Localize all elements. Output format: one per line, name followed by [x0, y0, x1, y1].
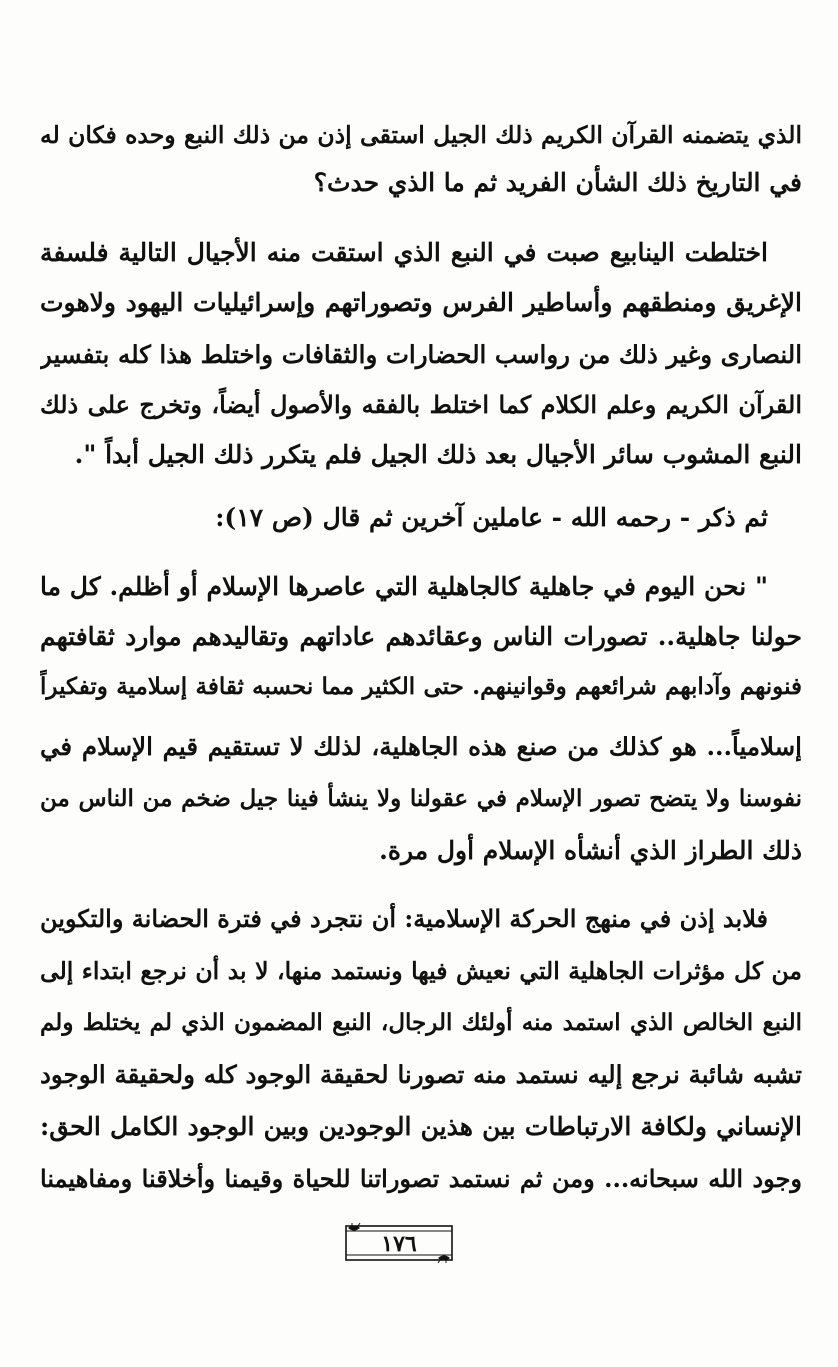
text-line: الذي يتضمنه القرآن الكريم ذلك الجيل استقى إذن من ذلك النبع وحده فكان له — [40, 121, 802, 149]
text-line: النبع الخالص الذي استمد منه أولئك الرجال، النبع المضمون الذي لم يختلط ولم — [40, 1009, 802, 1036]
text-line: فنونهم وآدابهم شرائعهم وقوانينهم. حتى الكثير مما نحسبه ثقافة إسلامية وتفكيراً — [40, 673, 802, 700]
text-line: القرآن الكريم وعلم الكلام كما اختلط بالفقه والأصول أيضاً، وتخرج على ذلك — [40, 390, 802, 419]
text-line: فلابد إذن في منهج الحركة الإسلامية: أن نتجرد في فترة الحضانة والتكوين — [40, 904, 768, 933]
text-line: من كل مؤثرات الجاهلية التي نعيش فيها ونستمد منها، لا بد أن نرجع ابتداء إلى — [40, 957, 802, 985]
text-line: تشبه شائبة نرجع إليه نستمد منه تصورنا لحقيقة الوجود كله ولحقيقة الوجود — [40, 1060, 802, 1089]
text-line: الإنساني ولكافة الارتباطات بين هذين الوجودين وبين الوجود الكامل الحق: — [40, 1112, 802, 1141]
text-line: " نحن اليوم في جاهلية كالجاهلية التي عاصرها الإسلام أو أظلم. كل ما — [40, 572, 768, 601]
body-text — [40, 0, 802, 1367]
page-number-frame — [344, 1222, 454, 1264]
text-line: النصارى وغير ذلك من رواسب الحضارات والثقافات واختلط هذا كله بتفسير — [40, 340, 802, 369]
text-line: النبع المشوب سائر الأجيال بعد ذلك الجيل فلم يتكرر ذلك الجيل أبداً ". — [74, 440, 802, 469]
text-line: ذلك الطراز الذي أنشأه الإسلام أول مرة. — [379, 836, 802, 865]
text-line: حولنا جاهلية.. تصورات الناس وعقائدهم عاداتهم وتقاليدهم موارد ثقافتهم — [40, 622, 802, 651]
text-line: إسلامياً... هو كذلك من صنع هذه الجاهلية، لذلك لا تستقيم قيم الإسلام في — [40, 732, 802, 761]
text-line: نفوسنا ولا يتضح تصور الإسلام في عقولنا ولا ينشأ فينا جيل ضخم من الناس من — [40, 785, 802, 812]
text-line: وجود الله سبحانه... ومن ثم نستمد تصوراتنا للحياة وقيمنا وأخلاقنا ومفاهيمنا — [40, 1164, 802, 1193]
text-line: ثم ذكر - رحمه الله - عاملين آخرين ثم قال (ص ١٧): — [215, 503, 768, 532]
page-number: ١٧٦ — [381, 1231, 417, 1257]
text-line: اختلطت الينابيع صبت في النبع الذي استقت منه الأجيال التالية فلسفة — [40, 238, 768, 267]
text-line: في التاريخ ذلك الشأن الفريد ثم ما الذي حدث؟ — [313, 168, 802, 197]
text-line: الإغريق ومنطقهم وأساطير الفرس وتصوراتهم وإسرائيليات اليهود ولاهوت — [40, 288, 802, 317]
